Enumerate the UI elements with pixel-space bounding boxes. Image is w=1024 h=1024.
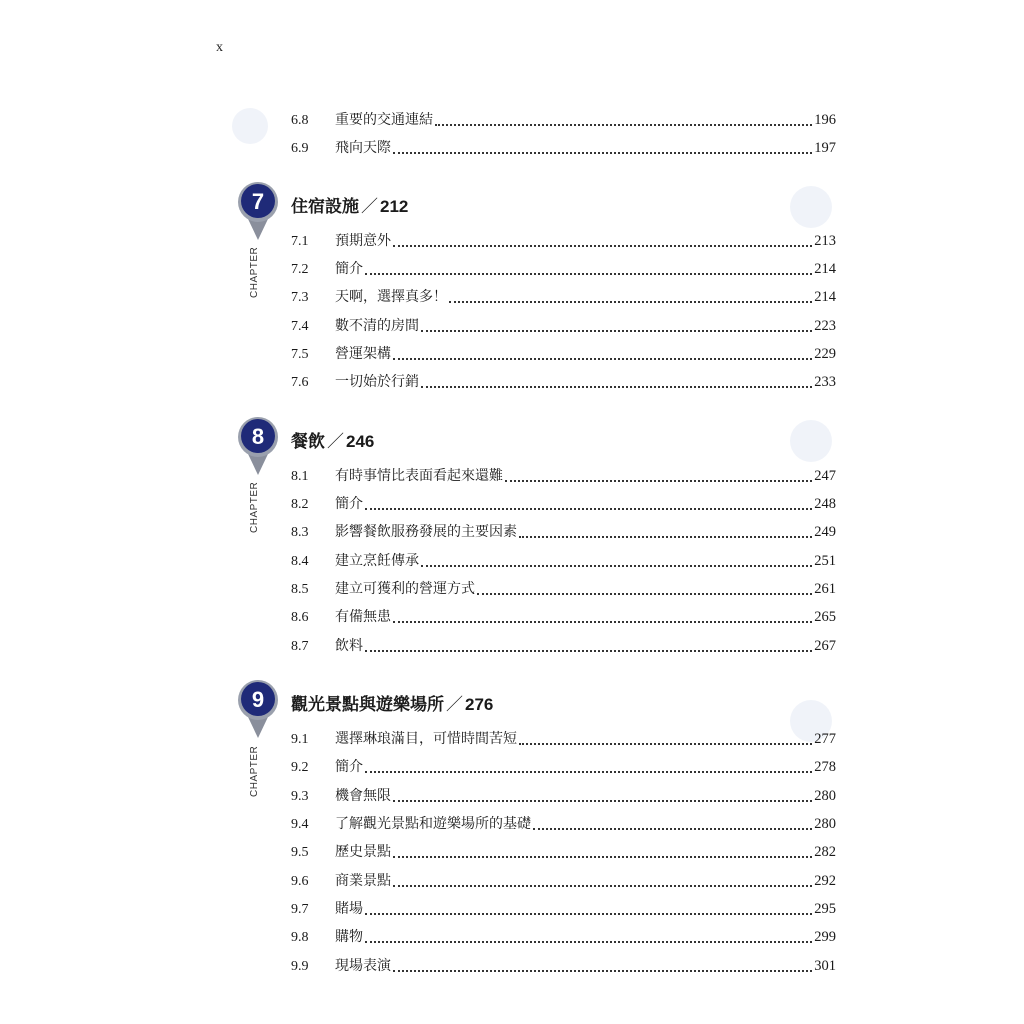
show-through-mark — [790, 420, 832, 462]
entry-title: 一切始於行銷 — [335, 374, 419, 390]
toc-entry — [291, 465, 836, 487]
dot-leader — [421, 330, 812, 332]
chapter-label: CHAPTER — [249, 246, 260, 298]
toc-entry — [291, 137, 836, 159]
entry-title: 營運架構 — [335, 346, 391, 362]
entry-title: 機會無限 — [335, 788, 391, 804]
chapter-title-sep: ／ — [361, 197, 378, 217]
toc-entry — [291, 578, 836, 600]
entry-title: 現場表演 — [335, 958, 391, 974]
chapter-pin-icon — [236, 678, 280, 740]
entry-page: 277 — [814, 731, 836, 747]
dot-leader — [365, 650, 812, 652]
entry-title: 賭場 — [335, 901, 363, 917]
dot-leader — [393, 358, 812, 360]
dot-leader — [519, 536, 812, 538]
chapter-page: 212 — [380, 197, 409, 216]
toc-entry — [291, 813, 836, 835]
dot-leader — [365, 508, 812, 510]
toc-entry — [291, 109, 836, 131]
entry-title: 飲料 — [335, 638, 363, 654]
chapter-title-sep: ／ — [446, 695, 463, 715]
entry-number: 9.1 — [291, 732, 309, 747]
entry-title: 建立可獲利的營運方式 — [335, 581, 475, 597]
entry-number: 9.6 — [291, 874, 309, 889]
entry-number: 7.3 — [291, 290, 309, 305]
entry-title: 數不清的房間 — [335, 318, 419, 334]
entry-page: 213 — [814, 233, 836, 249]
dot-leader — [505, 480, 812, 482]
entry-number: 9.9 — [291, 959, 309, 974]
toc-entry — [291, 230, 836, 252]
entry-number: 8.5 — [291, 582, 309, 597]
entry-title: 簡介 — [335, 261, 363, 277]
toc-entry — [291, 898, 836, 920]
dot-leader — [421, 386, 812, 388]
toc-entry — [291, 550, 836, 572]
chapter-page: 246 — [346, 432, 375, 451]
entry-title: 重要的交通連結 — [335, 112, 433, 128]
dot-leader — [393, 856, 812, 858]
chapter-page: 276 — [465, 695, 494, 714]
entry-number: 9.4 — [291, 817, 309, 832]
entry-title: 飛向天際 — [335, 140, 391, 156]
chapter-title-text: 住宿設施 — [291, 197, 359, 217]
dot-leader — [365, 941, 812, 943]
dot-leader — [365, 771, 812, 773]
toc-entry — [291, 493, 836, 515]
chapter-label: CHAPTER — [249, 745, 260, 797]
entry-page: 267 — [814, 638, 836, 654]
entry-title: 簡介 — [335, 496, 363, 512]
entry-title: 商業景點 — [335, 873, 391, 889]
entry-number: 9.7 — [291, 902, 309, 917]
dot-leader — [477, 593, 812, 595]
entry-page: 196 — [814, 112, 836, 128]
dot-leader — [365, 273, 812, 275]
show-through-mark — [790, 186, 832, 228]
entry-number: 8.1 — [291, 469, 309, 484]
chapter-title-text: 餐飲 — [291, 432, 325, 452]
toc-entry — [291, 756, 836, 778]
entry-page: 247 — [814, 468, 836, 484]
toc-entry — [291, 841, 836, 863]
entry-page: 299 — [814, 929, 836, 945]
toc-entry — [291, 315, 836, 337]
entry-number: 7.4 — [291, 319, 309, 334]
entry-page: 197 — [814, 140, 836, 156]
entry-number: 8.7 — [291, 639, 309, 654]
entry-page: 301 — [814, 958, 836, 974]
chapter-title — [291, 427, 374, 451]
page-number: x — [216, 40, 223, 55]
entry-number: 9.2 — [291, 760, 309, 775]
chapter-pin-icon — [236, 415, 280, 477]
entry-number: 7.6 — [291, 375, 309, 390]
chapter-badge — [236, 678, 280, 740]
entry-title: 建立烹飪傳承 — [335, 553, 419, 569]
entry-page: 280 — [814, 816, 836, 832]
entry-page: 295 — [814, 901, 836, 917]
entry-page: 282 — [814, 844, 836, 860]
chapter-pin-icon — [236, 180, 280, 242]
entry-page: 223 — [814, 318, 836, 334]
entry-page: 249 — [814, 524, 836, 540]
toc-entry — [291, 258, 836, 280]
entry-number: 8.2 — [291, 497, 309, 512]
chapter-number: 8 — [251, 424, 265, 449]
entry-page: 251 — [814, 553, 836, 569]
toc-entry — [291, 955, 836, 977]
entry-page: 280 — [814, 788, 836, 804]
chapter-number: 9 — [251, 687, 265, 712]
entry-page: 214 — [814, 289, 836, 305]
entry-page: 278 — [814, 759, 836, 775]
entry-page: 248 — [814, 496, 836, 512]
entry-number: 6.8 — [291, 113, 309, 128]
dot-leader — [393, 245, 812, 247]
toc-entry — [291, 343, 836, 365]
toc-entry — [291, 870, 836, 892]
entry-title: 歷史景點 — [335, 844, 391, 860]
toc-entry — [291, 286, 836, 308]
entry-number: 8.3 — [291, 525, 309, 540]
toc-entry — [291, 521, 836, 543]
dot-leader — [449, 301, 812, 303]
chapter-title-text: 觀光景點與遊樂場所 — [291, 695, 444, 715]
chapter-number: 7 — [251, 189, 265, 214]
toc-entry — [291, 728, 836, 750]
chapter-title — [291, 192, 408, 216]
chapter-title-sep: ／ — [327, 432, 344, 452]
entry-number: 7.2 — [291, 262, 309, 277]
chapter-label: CHAPTER — [249, 481, 260, 533]
entry-number: 6.9 — [291, 141, 309, 156]
dot-leader — [393, 621, 812, 623]
entry-page: 292 — [814, 873, 836, 889]
entry-title: 有備無患 — [335, 609, 391, 625]
entry-title: 了解觀光景點和遊樂場所的基礎 — [335, 816, 531, 832]
dot-leader — [435, 124, 812, 126]
entry-title: 預期意外 — [335, 233, 391, 249]
entry-number: 7.5 — [291, 347, 309, 362]
show-through-mark — [232, 108, 268, 144]
dot-leader — [365, 913, 812, 915]
dot-leader — [393, 152, 812, 154]
toc-entry — [291, 371, 836, 393]
entry-title: 簡介 — [335, 759, 363, 775]
entry-number: 8.4 — [291, 554, 309, 569]
entry-page: 229 — [814, 346, 836, 362]
toc-entry — [291, 926, 836, 948]
entry-page: 214 — [814, 261, 836, 277]
entry-title: 影響餐飲服務發展的主要因素 — [335, 524, 517, 540]
entry-number: 9.3 — [291, 789, 309, 804]
dot-leader — [393, 970, 812, 972]
entry-number: 8.6 — [291, 610, 309, 625]
entry-page: 233 — [814, 374, 836, 390]
entry-number: 9.8 — [291, 930, 309, 945]
entry-title: 選擇琳琅滿目，可惜時間苦短 — [335, 731, 517, 747]
toc-entry — [291, 635, 836, 657]
toc-entry — [291, 785, 836, 807]
entry-page: 261 — [814, 581, 836, 597]
dot-leader — [393, 885, 812, 887]
chapter-title — [291, 690, 493, 714]
entry-number: 7.1 — [291, 234, 309, 249]
entry-title: 天啊，選擇真多！ — [335, 289, 447, 305]
dot-leader — [533, 828, 812, 830]
toc-entry — [291, 606, 836, 628]
chapter-badge — [236, 415, 280, 477]
chapter-badge — [236, 180, 280, 242]
entry-page: 265 — [814, 609, 836, 625]
dot-leader — [421, 565, 812, 567]
entry-title: 購物 — [335, 929, 363, 945]
dot-leader — [519, 743, 812, 745]
entry-title: 有時事情比表面看起來還難 — [335, 468, 503, 484]
dot-leader — [393, 800, 812, 802]
entry-number: 9.5 — [291, 845, 309, 860]
